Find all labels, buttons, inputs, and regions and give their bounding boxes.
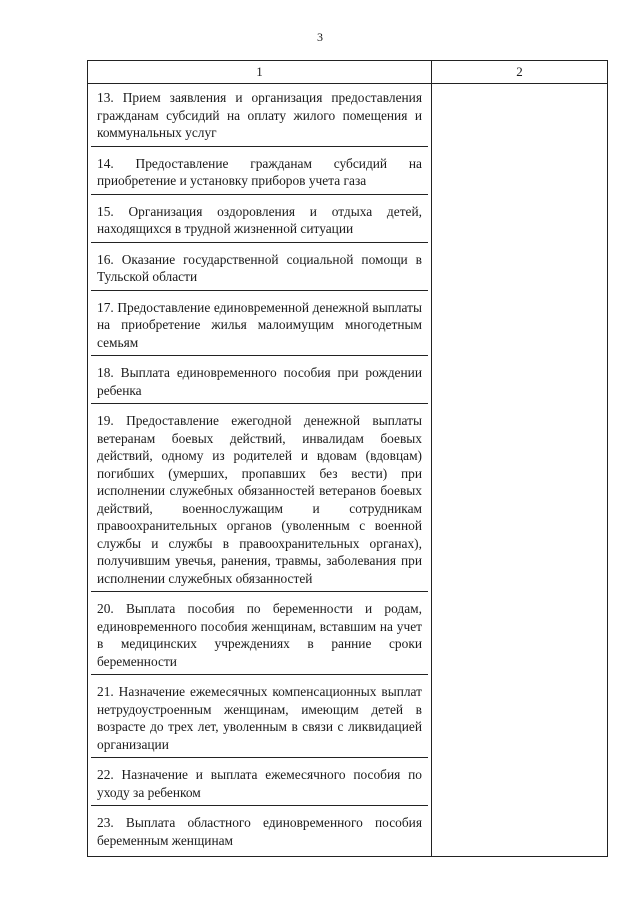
service-item-22: 22. Назначение и выплата ежемесячного пособия по уходу за ребенком	[91, 764, 428, 806]
service-item-15: 15. Организация оздоровления и отдыха детей, находящихся в трудной жизненной ситуации	[91, 201, 428, 243]
table-header-row	[88, 61, 608, 84]
service-item-16: 16. Оказание государственной социальной помощи в Тульской области	[91, 249, 428, 291]
service-item-19: 19. Предоставление ежегодной денежной выплаты ветеранам боевых действий, инвалидам боевых действий, одному из родителей и вдовам (вдовцам) погибших (умерших, пропавших без вести) при исполнении служебных обязанностей ветеранов боевых действий, военнослужащим и сотрудникам правоохранительных органов (уволенным с военной службы и службы в правоохранительных органах), получившим увечья, ранения, травмы, заболевания при исполнении служебных обязанностей	[91, 410, 428, 592]
service-item-18: 18. Выплата единовременного пособия при рождении ребенка	[91, 362, 428, 404]
empty-cell-column-2	[432, 84, 608, 857]
service-item-23: 23. Выплата областного единовременного пособия беременным женщинам	[97, 815, 422, 848]
column-header-2: 2	[432, 61, 608, 84]
service-item-21: 21. Назначение ежемесячных компенсационных выплат нетрудоустроенным женщинам, имеющим детей в возрасте до трех лет, уволенным в связи с ликвидацией организации	[91, 681, 428, 758]
page-number: 3	[317, 30, 323, 44]
services-table	[87, 60, 608, 857]
table-row	[88, 84, 608, 857]
services-list-cell	[88, 84, 432, 857]
service-item-20: 20. Выплата пособия по беременности и родам, единовременного пособия женщинам, вставшим на учет в медицинских учреждениях в ранние сроки беременности	[91, 598, 428, 675]
service-item-13: 13. Прием заявления и организация предоставления гражданам субсидий на оплату жилого помещения и коммунальных услуг	[91, 87, 428, 147]
service-item-14: 14. Предоставление гражданам субсидий на приобретение и установку приборов учета газа	[91, 153, 428, 195]
column-header-1: 1	[88, 61, 432, 84]
service-item-17: 17. Предоставление единовременной денежной выплаты на приобретение жилья малоимущим многодетным семьям	[91, 297, 428, 357]
